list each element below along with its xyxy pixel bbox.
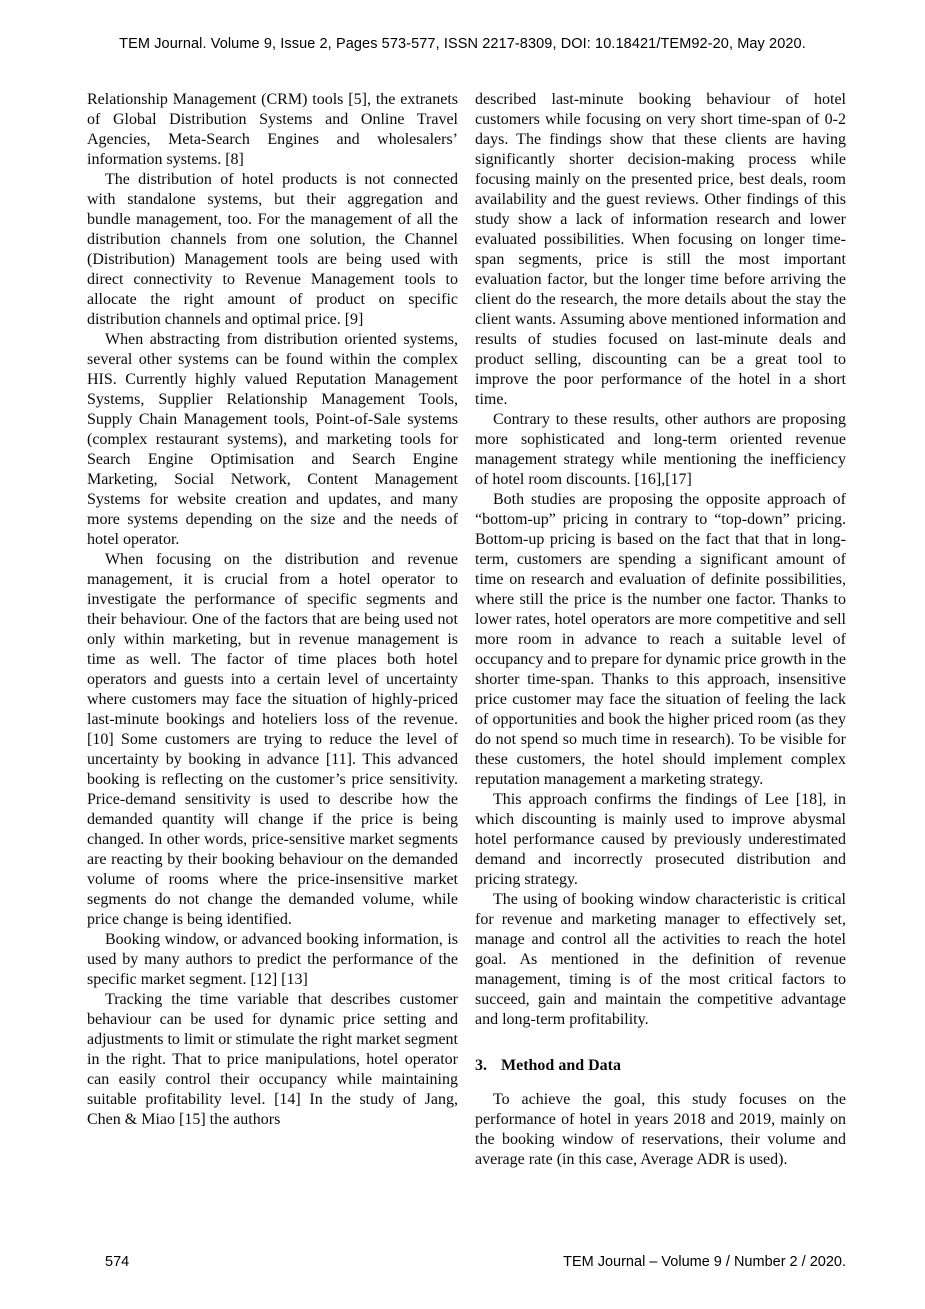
- page-number: 574: [105, 1254, 130, 1270]
- paragraph: This approach confirms the findings of Lee [18], in which discounting is mainly used to improve abysmal hotel performance caused by previously underestimated demand and incorrectly prosecuted distribution and pricing strategy.: [475, 791, 846, 888]
- paragraph: Both studies are proposing the opposite approach of “bottom-up” pricing in contrary to “top-down” pricing. Bottom-up pricing is based on the fact that that in long-term, customers are spending a significant amount of time on research and evaluation of definite possibilities, where still the price is the number one factor. Thanks to lower rates, hotel operators are more competitive and sell more room in advance to reach a suitable level of occupancy and to prepare for dynamic price growth in the shorter time-span. Thanks to this approach, insensitive price customer may face the situation of feeling the lack of opportunities and book the higher priced room (as they do not spend so much time in research). To be visible for these customers, the hotel should implement complex reputation management a marketing strategy.: [475, 491, 846, 788]
- section-title: Method and Data: [501, 1057, 622, 1074]
- footer-journal-line: TEM Journal – Volume 9 / Number 2 / 2020.: [563, 1254, 846, 1270]
- paragraph: When abstracting from distribution oriented systems, several other systems can be found within the complex HIS. Currently highly valued Reputation Management Systems, Supplier Relationship Management Tools, Supply Chain Management tools, Point-of-Sale systems (complex restaurant systems), and marketing tools for Search Engine Optimisation and Search Engine Marketing, Social Network, Content Management Systems for website creation and updates, and many more systems depending on the size and the needs of hotel operator.: [87, 331, 458, 548]
- section-heading-method-and-data: [475, 1056, 846, 1076]
- paragraph: described last-minute booking behaviour of hotel customers while focusing on very short time-span of 0-2 days. The findings show that these clients are having significantly shorter decision-making process while focusing mainly on the presented price, best deals, room availability and the guest reviews. Other findings of this study show a lack of information research and lower evaluated possibilities. When focusing on longer time-span segments, price is still the most important evaluation factor, but the longer time before arriving the client do the research, the more details about the stay the client wants. Assuming above mentioned information and results of studies focused on last-minute deals and product selling, discounting can be a great tool to improve the poor performance of the hotel in a short time.: [475, 91, 846, 408]
- left-column: [87, 90, 458, 1170]
- page-footer: [87, 1254, 846, 1270]
- journal-header-line: TEM Journal. Volume 9, Issue 2, Pages 573-577, ISSN 2217-8309, DOI: 10.18421/TEM92-20, May 2020.: [119, 36, 806, 52]
- paragraph: Contrary to these results, other authors are proposing more sophisticated and long-term oriented revenue management strategy while mentioning the inefficiency of hotel room discounts. [16],[17]: [475, 411, 846, 488]
- paragraph: The using of booking window characteristic is critical for revenue and marketing manager to effectively set, manage and control all the activities to reach the hotel goal. As mentioned in the definition of revenue management, timing is of the most critical factors to succeed, gain and maintain the competitive advantage and long-term profitability.: [475, 891, 846, 1028]
- paragraph: When focusing on the distribution and revenue management, it is crucial from a hotel operator to investigate the performance of specific segments and their behaviour. One of the factors that are being used not only within marketing, but in revenue management is time as well. The factor of time places both hotel operators and guests into a certain level of uncertainty where customers may face the situation of highly-priced last-minute bookings and hoteliers loss of the revenue. [10] Some customers are trying to reduce the level of uncertainty by booking in advance [11]. This advanced booking is reflecting on the customer’s price sensitivity. Price-demand sensitivity is used to describe how the demanded quantity will change if the price is being changed. In other words, price-sensitive market segments are reacting by their booking behaviour on the demanded volume of rooms where the price-insensitive market segments do not change the demanded volume, while price change is being identified.: [87, 551, 458, 928]
- paragraph: To achieve the goal, this study focuses on the performance of hotel in years 2018 and 2019, mainly on the booking window of reservations, their volume and average rate (in this case, Average ADR is used).: [475, 1091, 846, 1168]
- paragraph: Tracking the time variable that describes customer behaviour can be used for dynamic price setting and adjustments to limit or stimulate the right market segment in the right. That to price manipulations, hotel operator can easily control their occupancy while maintaining suitable profitability level. [14] In the study of Jang, Chen & Miao [15] the authors: [87, 991, 458, 1128]
- right-column: [475, 90, 846, 1170]
- section-number: 3.: [475, 1057, 487, 1074]
- paragraph: Relationship Management (CRM) tools [5], the extranets of Global Distribution Systems and Online Travel Agencies, Meta-Search Engines and wholesalers’ information systems. [8]: [87, 91, 458, 168]
- article-body: [87, 90, 846, 1170]
- paragraph: Booking window, or advanced booking information, is used by many authors to predict the performance of the specific market segment. [12] [13]: [87, 931, 458, 988]
- paragraph: The distribution of hotel products is not connected with standalone systems, but their aggregation and bundle management, too. For the management of all the distribution channels from one solution, the Channel (Distribution) Management tools are being used with direct connectivity to Revenue Management tools to allocate the right amount of product on specific distribution channels and optimal price. [9]: [87, 171, 458, 328]
